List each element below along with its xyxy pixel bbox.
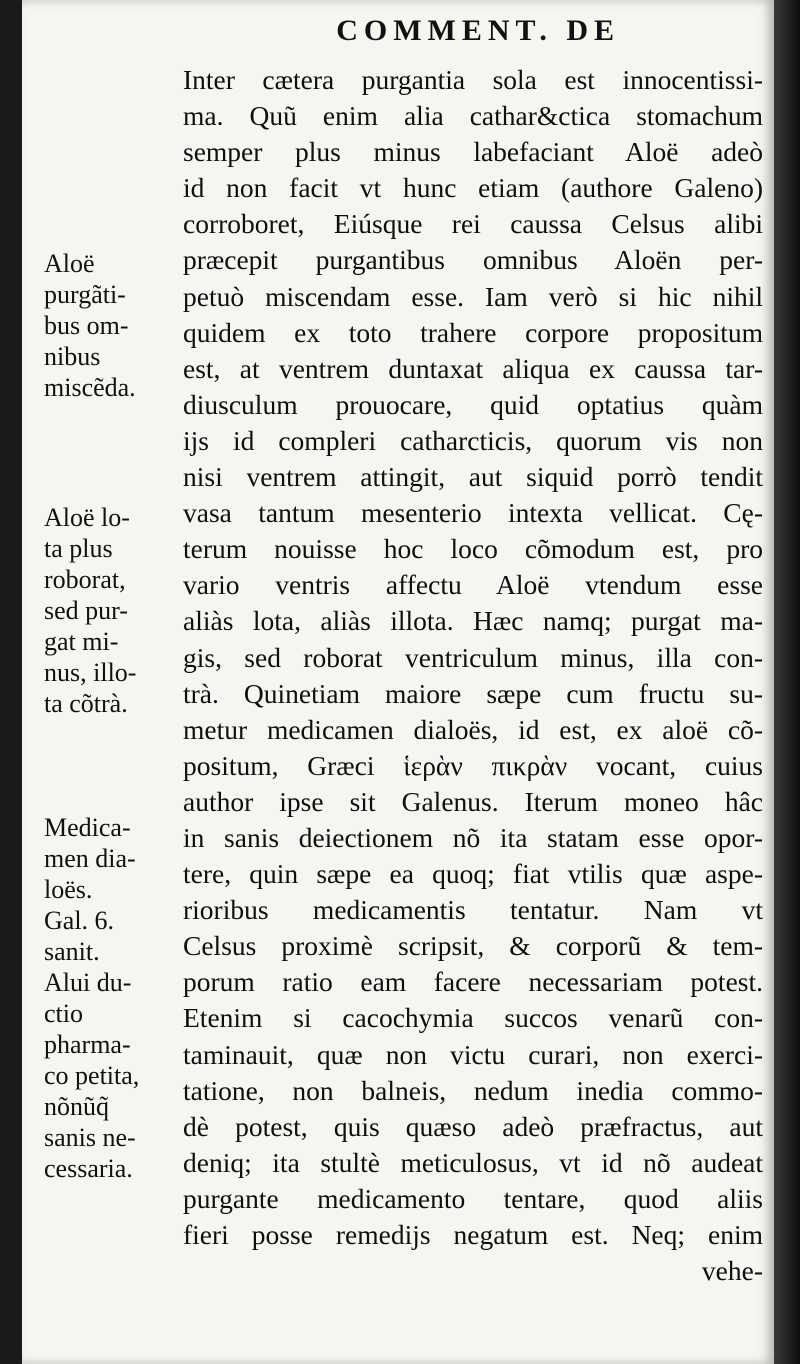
body-line: vario ventris affectu Aloë vtendum esse bbox=[183, 569, 763, 601]
body-line: fieri posse remedijs negatum est. Neq; enim bbox=[183, 1219, 763, 1250]
body-line: metur medicamen dialoës, id est, ex aloë cõ- bbox=[183, 713, 763, 745]
body-line: tatione, non balneis, nedum inedia commo- bbox=[183, 1074, 763, 1106]
body-line: rioribus medicamentis tentatur. Nam vt bbox=[183, 894, 763, 926]
body-line: Inter cætera purgantia sola est innocentissi- bbox=[183, 64, 763, 95]
body-line: porum ratio eam facere necessariam potest. bbox=[183, 966, 763, 998]
marginal-note-line: men dia- bbox=[44, 844, 136, 873]
body-line: est, at ventrem duntaxat aliqua ex caussa tar- bbox=[183, 352, 763, 384]
body-line: in sanis deiectionem nõ ita statam esse opor- bbox=[183, 821, 763, 853]
body-line: Etenim si cacochymia succos venarũ con- bbox=[183, 1002, 763, 1034]
body-line: semper plus minus labefaciant Aloë adeò bbox=[183, 136, 763, 168]
marginal-note-line: Gal. 6. bbox=[44, 906, 115, 935]
body-line: id non facit vt hunc etiam (authore Galeno) bbox=[183, 172, 763, 204]
marginal-note-line: bus om- bbox=[44, 311, 129, 340]
marginal-note-aloe-purgantibus bbox=[44, 248, 180, 403]
body-line: ijs id compleri catharcticis, quorum vis non bbox=[183, 424, 763, 456]
marginal-note-line: Alui du- bbox=[44, 968, 132, 997]
marginal-note-line: sanis ne- bbox=[44, 1123, 136, 1152]
marginal-note-line: co petita, bbox=[44, 1061, 140, 1090]
body-line: purgante medicamento tentare, quod aliis bbox=[183, 1182, 763, 1214]
body-line: Celsus proximè scripsit, & corporũ & tem- bbox=[183, 930, 763, 962]
body-line: diusculum prouocare, quid optatius quàm bbox=[183, 388, 763, 420]
marginal-note-line: ta plus bbox=[44, 534, 113, 563]
body-line: petuò miscendam esse. Iam verò si hic nihil bbox=[183, 280, 763, 312]
body-line: nisi ventrem attingit, aut siquid porrò tendit bbox=[183, 461, 763, 493]
running-header bbox=[0, 14, 770, 54]
body-line: deniq; ita stultè meticulosus, vt id nõ audeat bbox=[183, 1146, 763, 1178]
marginal-note-line: roborat, bbox=[44, 565, 126, 594]
body-line: corroboret, Eiúsque rei caussa Celsus alibi bbox=[183, 208, 763, 240]
body-line: taminauit, quæ non victu curari, non exerci- bbox=[183, 1038, 763, 1070]
body-line: author ipse sit Galenus. Iterum moneo hâc bbox=[183, 785, 763, 817]
page-edge-shadow bbox=[774, 0, 800, 1364]
body-line: gis, sed roborat ventriculum minus, illa con- bbox=[183, 641, 763, 673]
marginal-note-line: nõnũq̃ bbox=[44, 1092, 109, 1121]
body-line: dè potest, quis quæso adeò præfractus, aut bbox=[183, 1110, 763, 1142]
marginal-note-line: ctio bbox=[44, 999, 83, 1028]
marginal-note-medicamen-dialoes bbox=[44, 812, 180, 1184]
body-line: ma. Quũ enim alia cathar&ctica stomachum bbox=[183, 100, 763, 132]
body-line: trà. Quinetiam maiore sæpe cum fructu su- bbox=[183, 677, 763, 709]
body-line: terum nouisse hoc loco cõmodum est, pro bbox=[183, 533, 763, 565]
marginal-note-line: gat mi- bbox=[44, 627, 119, 656]
marginal-note-line: loës. bbox=[44, 875, 93, 904]
running-title: COMMENT. DE bbox=[336, 14, 620, 47]
marginal-note-line: cessaria. bbox=[44, 1154, 133, 1183]
body-line: præcepit purgantibus omnibus Aloën per- bbox=[183, 244, 763, 276]
body-line: aliàs lota, aliàs illota. Hæc namq; purgat ma- bbox=[183, 605, 763, 637]
marginal-note-line: Medica- bbox=[44, 813, 131, 842]
body-line: positum, Græci ἱερὰν πικρὰν vocant, cuius bbox=[183, 749, 763, 781]
body-line: quidem ex toto trahere corpore propositum bbox=[183, 316, 763, 348]
body-line: vasa tantum mesenterio intexta vellicat. Cę- bbox=[183, 497, 763, 529]
catchword: vehe- bbox=[701, 1255, 763, 1287]
marginal-note-line: Aloë bbox=[44, 249, 95, 278]
marginal-note-line: pharma- bbox=[44, 1030, 131, 1059]
marginal-note-line: ta cõtrà. bbox=[44, 689, 128, 718]
marginal-note-line: miscẽda. bbox=[44, 373, 136, 402]
marginal-note-line: sed pur- bbox=[44, 596, 128, 625]
marginal-note-line: nibus bbox=[44, 342, 101, 371]
main-text-column bbox=[183, 62, 763, 1289]
body-line: tere, quin sæpe ea quoq; fiat vtilis quæ aspe- bbox=[183, 858, 763, 890]
marginal-note-aloe-lota bbox=[44, 502, 180, 719]
marginal-note-line: purgãti- bbox=[44, 280, 126, 309]
marginal-note-line: sanit. bbox=[44, 937, 100, 966]
marginal-note-line: nus, illo- bbox=[44, 658, 137, 687]
marginal-note-line: Aloë lo- bbox=[44, 503, 130, 532]
